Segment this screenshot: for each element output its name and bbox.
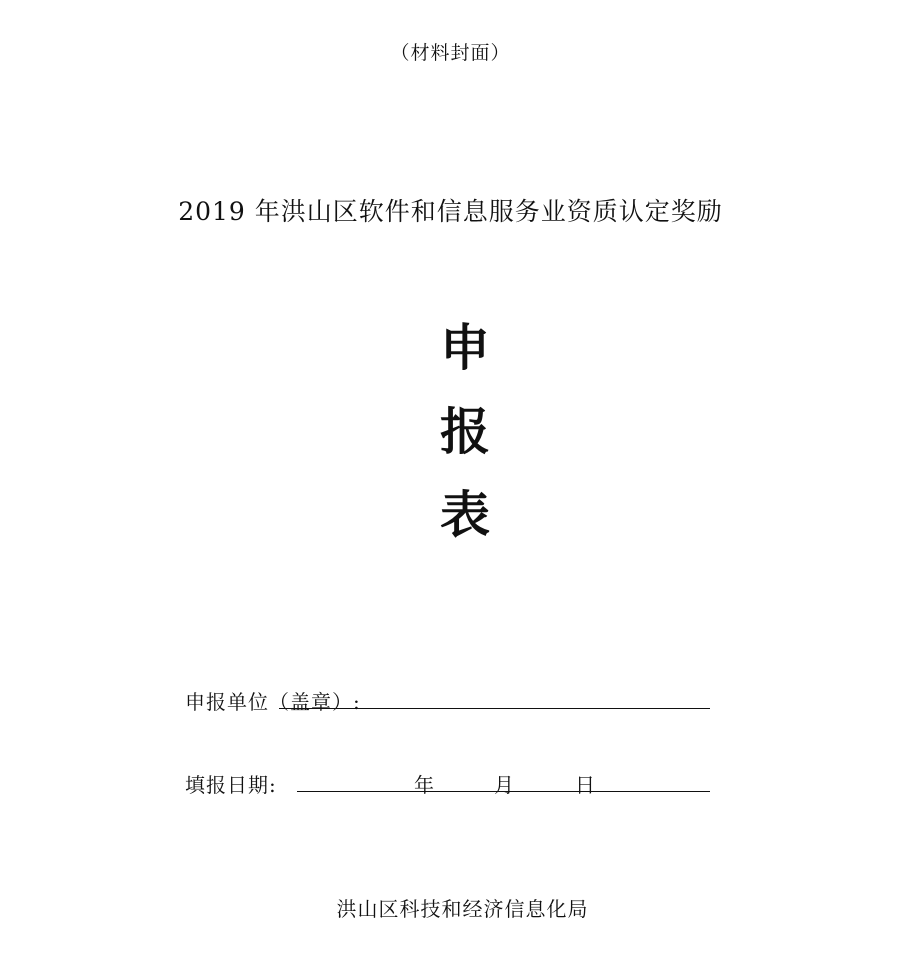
title-char-1: 申 — [440, 318, 490, 377]
document-subtitle: 2019 年洪山区软件和信息服务业资质认定奖励 — [178, 197, 723, 226]
issuing-organization: 洪山区科技和经济信息化局 — [336, 897, 589, 921]
date-day-unit: 日 — [575, 773, 595, 797]
cover-note: （材料封面） — [390, 42, 511, 64]
applicant-unit-blank-line — [279, 708, 710, 709]
title-char-3: 表 — [440, 485, 490, 544]
date-month-unit: 月 — [494, 773, 514, 797]
applicant-unit-label: 申报单位（盖章）: — [185, 690, 361, 714]
date-year-unit: 年 — [414, 773, 434, 797]
title-char-2: 报 — [440, 402, 490, 461]
fill-date-label: 填报日期: — [185, 773, 277, 797]
